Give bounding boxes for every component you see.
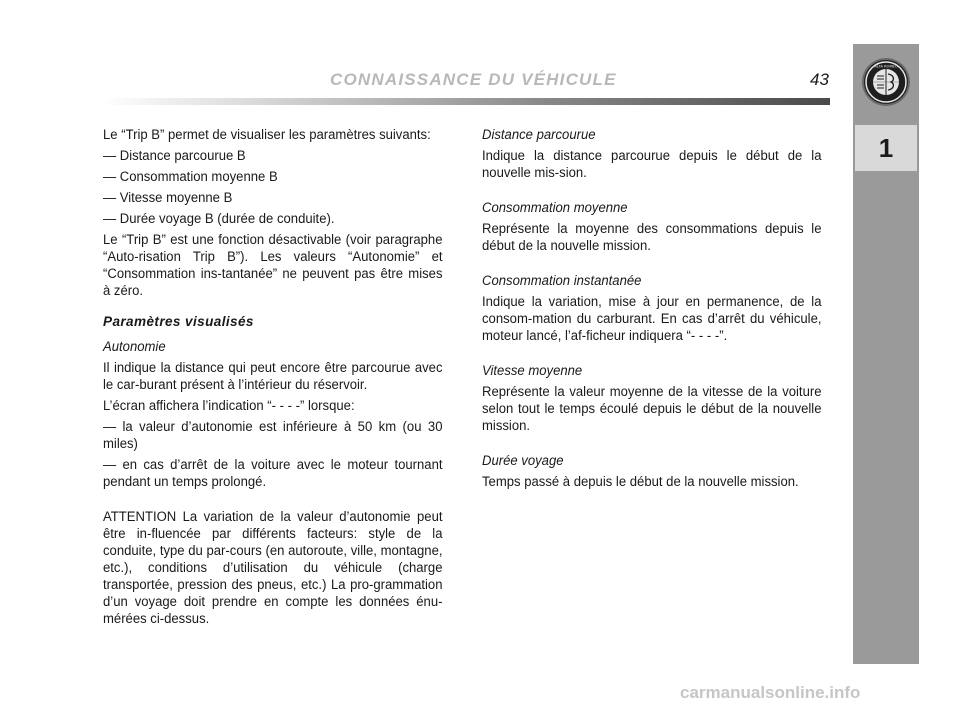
attention-paragraph: ATTENTION La variation de la valeur d’autonomie peut être in-fluencée par différents facteurs: style de la conduite, type du par-cours (en autoroute, ville, montagne, etc.), conditions d’utilisation du véhicule (charge transportée, pression des pneus, etc.) La pro-grammation d’un voyage doit prendre en compte les données énu-mérées ci-dessus. <box>103 509 443 626</box>
distance-text: Indique la distance parcourue depuis le début de la nouvelle mis-sion. <box>482 148 822 180</box>
vitesse-text: Représente la valeur moyenne de la vitesse de la voiture selon tout le temps écoulé depuis le début de la nouvelle mission. <box>482 384 822 433</box>
section-title: CONNAISSANCE DU VÉHICULE <box>330 70 617 89</box>
autonomie-text: Il indique la distance qui peut encore être parcourue avec le car-burant présent à l’intérieur du réservoir. <box>103 360 443 392</box>
vitesse-title: Vitesse moyenne <box>482 363 583 378</box>
duree-title: Durée voyage <box>482 453 564 468</box>
cons-inst-title: Consommation instantanée <box>482 273 642 288</box>
svg-text:ALFA ROMEO: ALFA ROMEO <box>874 64 898 69</box>
header-rule <box>100 98 830 105</box>
condition-item: — en cas d’arrêt de la voiture avec le moteur tournant pendant un temps prolongé. <box>103 457 443 489</box>
autonomie-title: Autonomie <box>103 339 166 354</box>
alfa-romeo-badge-icon <box>864 60 908 104</box>
watermark: carmanualsonline.info <box>680 683 861 702</box>
cons-moy-text: Représente la moyenne des consommations depuis le début de la nouvelle mission. <box>482 221 822 253</box>
trip-b-note: Le “Trip B” est une fonction désactivable (voir paragraphe “Auto-risation Trip B”). Les valeurs “Autonomie” et “Consommation ins-tantanée” ne peuvent pas être mises à zéro. <box>103 232 443 298</box>
cons-moy-title: Consommation moyenne <box>482 200 628 215</box>
list-item: — Consommation moyenne B <box>103 169 278 184</box>
list-item: — Distance parcourue B <box>103 148 246 163</box>
chapter-number: 1 <box>878 132 894 163</box>
chapter-tab <box>855 125 917 171</box>
display-text: L’écran affichera l’indication “- - - -” lorsque: <box>103 398 355 413</box>
duree-text: Temps passé à depuis le début de la nouvelle mission. <box>482 474 799 489</box>
intro-paragraph: Le “Trip B” permet de visualiser les paramètres suivants: <box>103 127 431 142</box>
distance-title: Distance parcourue <box>482 127 596 142</box>
list-item: — Vitesse moyenne B <box>103 190 233 205</box>
section-heading: Paramètres visualisés <box>103 313 254 329</box>
condition-item: — la valeur d’autonomie est inférieure à 50 km (ou 30 miles) <box>103 419 443 451</box>
page-number: 43 <box>810 70 829 89</box>
list-item: — Durée voyage B (durée de conduite). <box>103 211 335 226</box>
right-column <box>482 126 822 490</box>
cons-inst-text: Indique la variation, mise à jour en permanence, de la consom-mation du carburant. En cas d’arrêt du véhicule, moteur lancé, l’af-ficheur indiquera “- - - -”. <box>482 294 822 343</box>
left-column <box>103 126 443 627</box>
